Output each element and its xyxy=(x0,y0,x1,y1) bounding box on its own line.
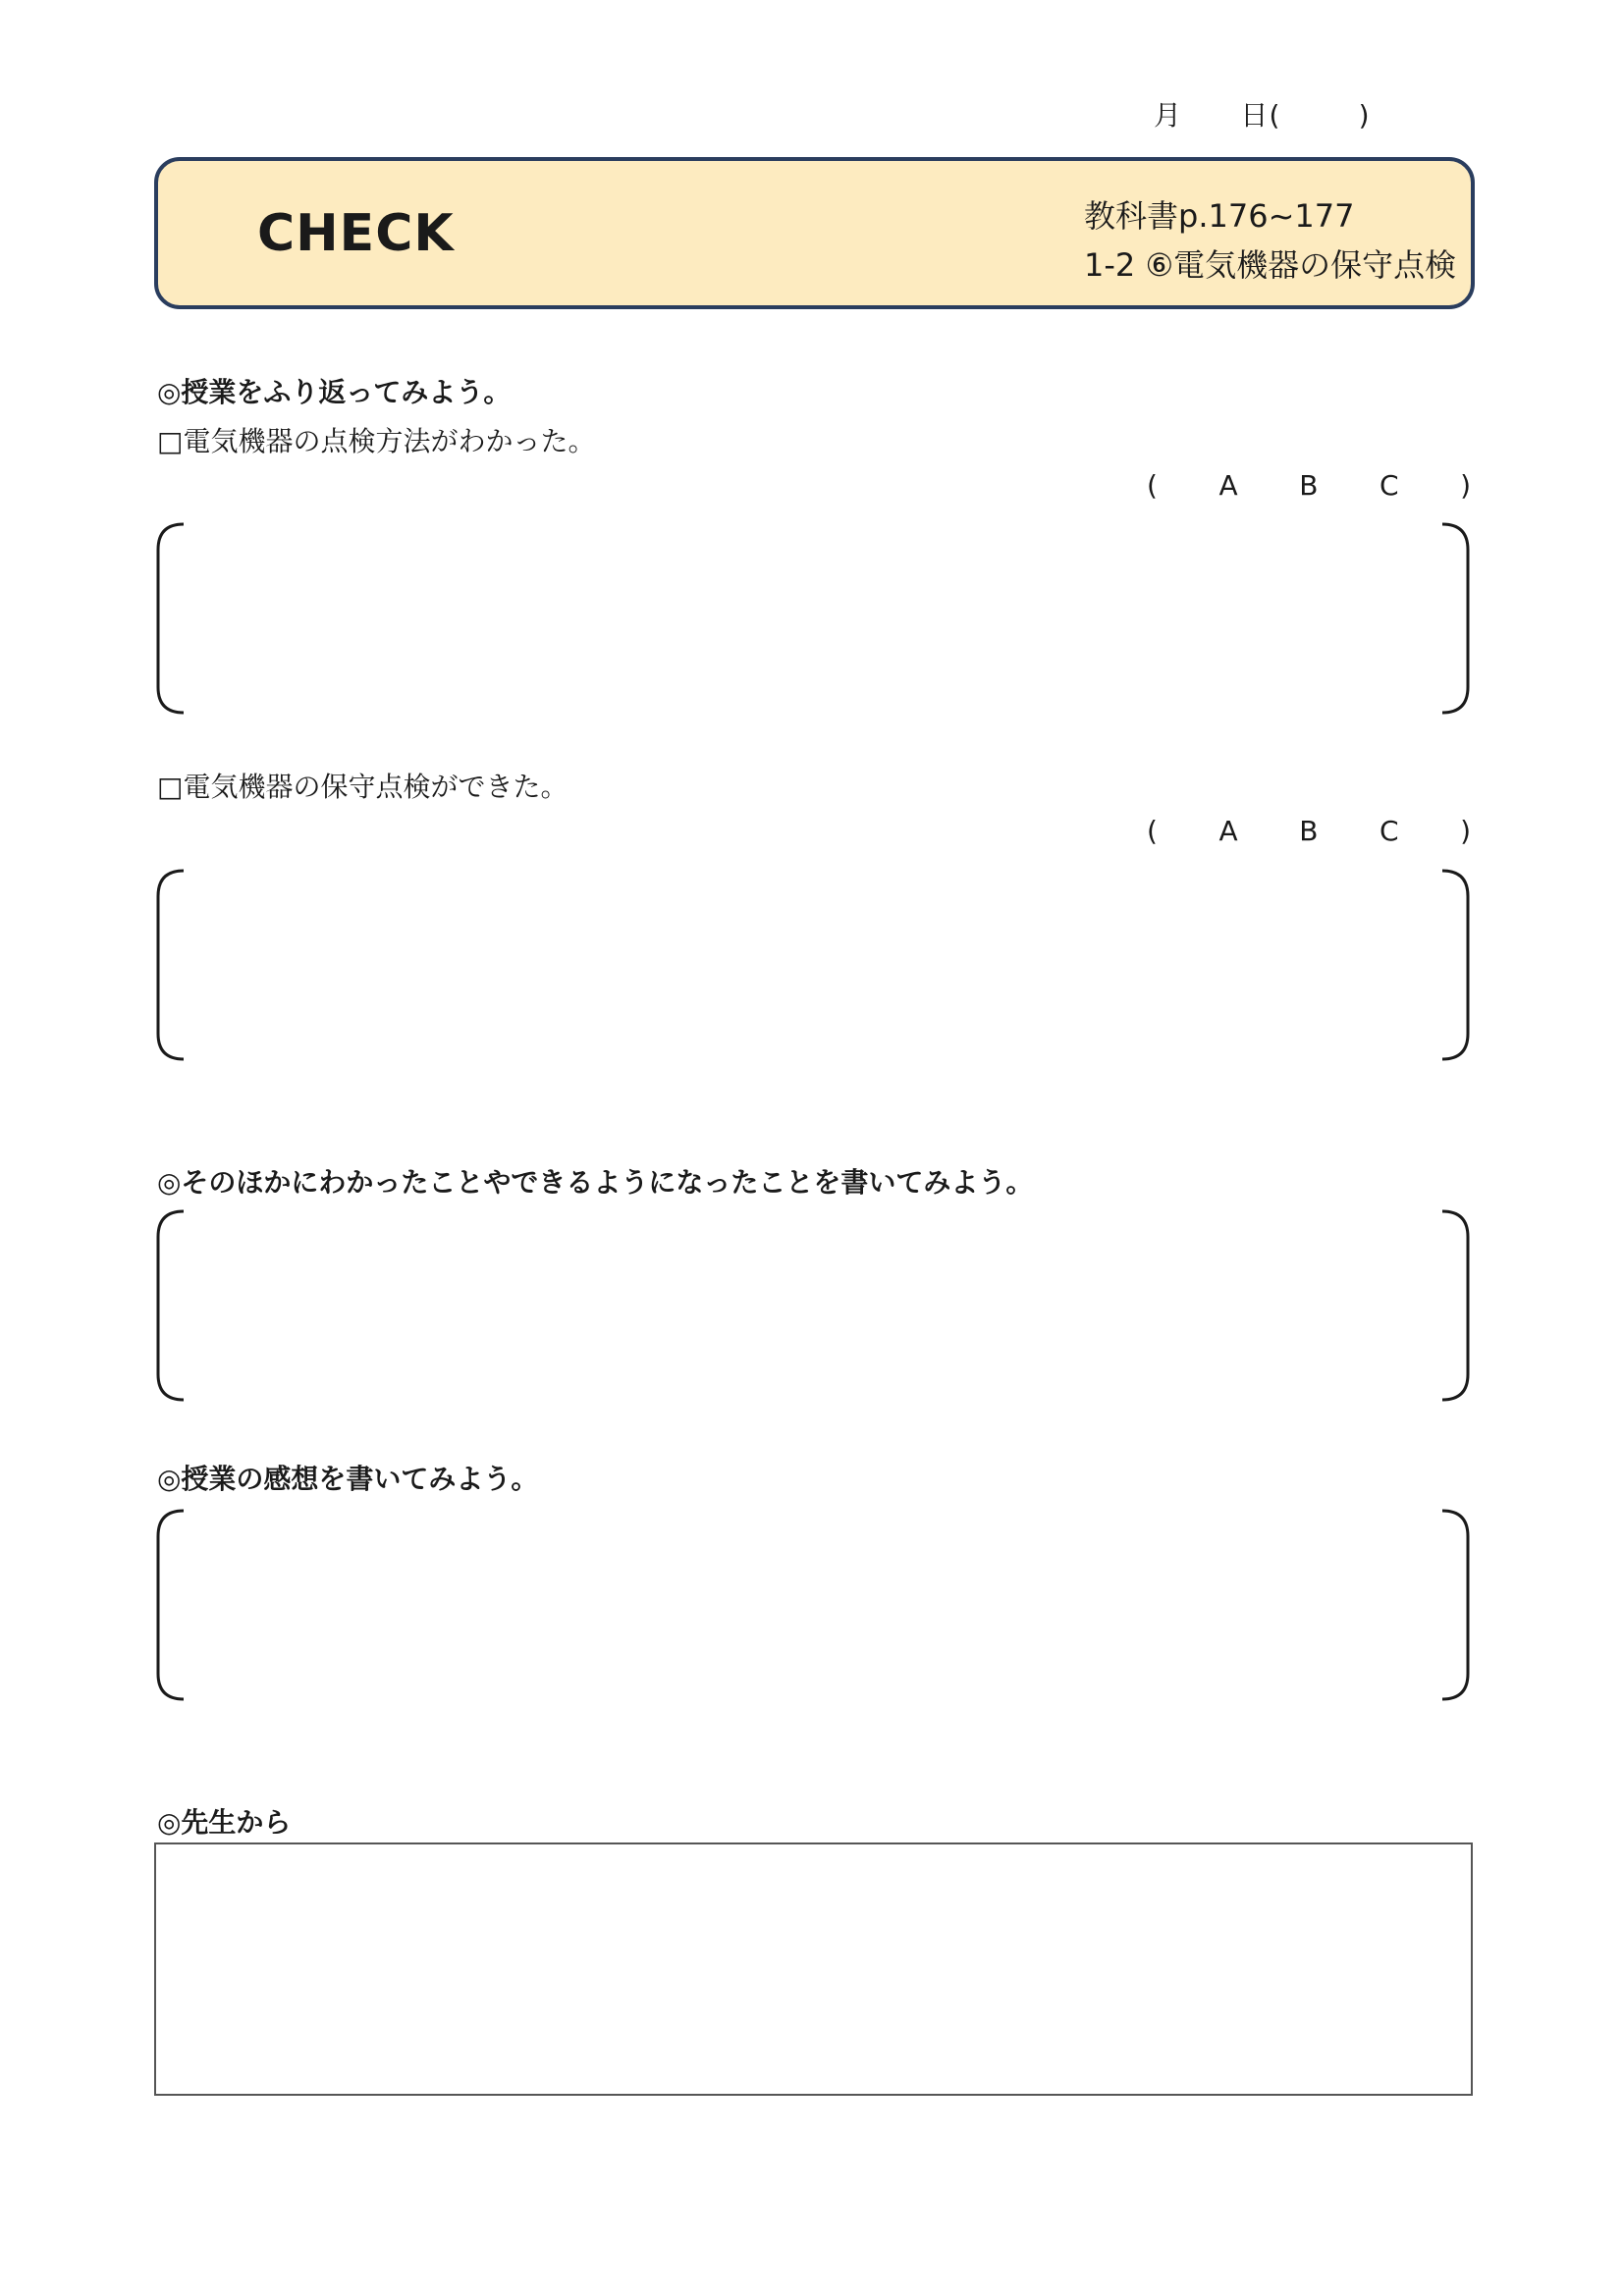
review-item-2-rating[interactable] xyxy=(1147,815,1471,847)
teacher-comment-box[interactable] xyxy=(154,1842,1473,2096)
rating-a[interactable]: A xyxy=(1218,815,1238,847)
unit-title: 1-2 ⑥電気機器の保守点検 xyxy=(1084,246,1457,284)
month-label: 月 xyxy=(1154,99,1183,132)
rating-a[interactable]: A xyxy=(1218,469,1238,502)
rating-c[interactable]: C xyxy=(1379,469,1399,502)
rating-b[interactable]: B xyxy=(1299,469,1319,502)
bracket-frame xyxy=(154,1507,1475,1703)
answer-area-4[interactable] xyxy=(154,1507,1475,1703)
review-item-1-rating[interactable] xyxy=(1147,469,1471,502)
rating-close: ) xyxy=(1460,469,1471,502)
other-learnings-heading: ◎そのほかにわかったことやできるようになったことを書いてみよう。 xyxy=(157,1166,1034,1199)
impressions-heading: ◎授業の感想を書いてみよう。 xyxy=(157,1463,539,1495)
rating-open: ( xyxy=(1147,815,1158,847)
rating-c[interactable]: C xyxy=(1379,815,1399,847)
weekday-open: ( xyxy=(1269,99,1281,132)
answer-area-2[interactable] xyxy=(154,867,1475,1063)
review-heading: ◎授業をふり返ってみよう。 xyxy=(157,376,512,408)
teacher-heading: ◎先生から xyxy=(157,1806,292,1839)
bracket-frame xyxy=(154,867,1475,1063)
answer-area-3[interactable] xyxy=(154,1207,1475,1404)
rating-open: ( xyxy=(1147,469,1158,502)
answer-area-1[interactable] xyxy=(154,520,1475,717)
bracket-frame xyxy=(154,1207,1475,1404)
rating-close: ) xyxy=(1460,815,1471,847)
weekday-close: ) xyxy=(1358,99,1371,132)
review-item-2-label: □電気機器の保守点検ができた。 xyxy=(157,771,568,803)
date-line xyxy=(1154,94,1371,133)
textbook-reference: 教科書p.176~177 xyxy=(1084,197,1355,235)
review-item-1-label: □電気機器の点検方法がわかった。 xyxy=(157,425,596,457)
bracket-frame xyxy=(154,520,1475,717)
rating-b[interactable]: B xyxy=(1299,815,1319,847)
page-title: CHECK xyxy=(257,204,455,263)
day-label: 日 xyxy=(1240,99,1270,132)
